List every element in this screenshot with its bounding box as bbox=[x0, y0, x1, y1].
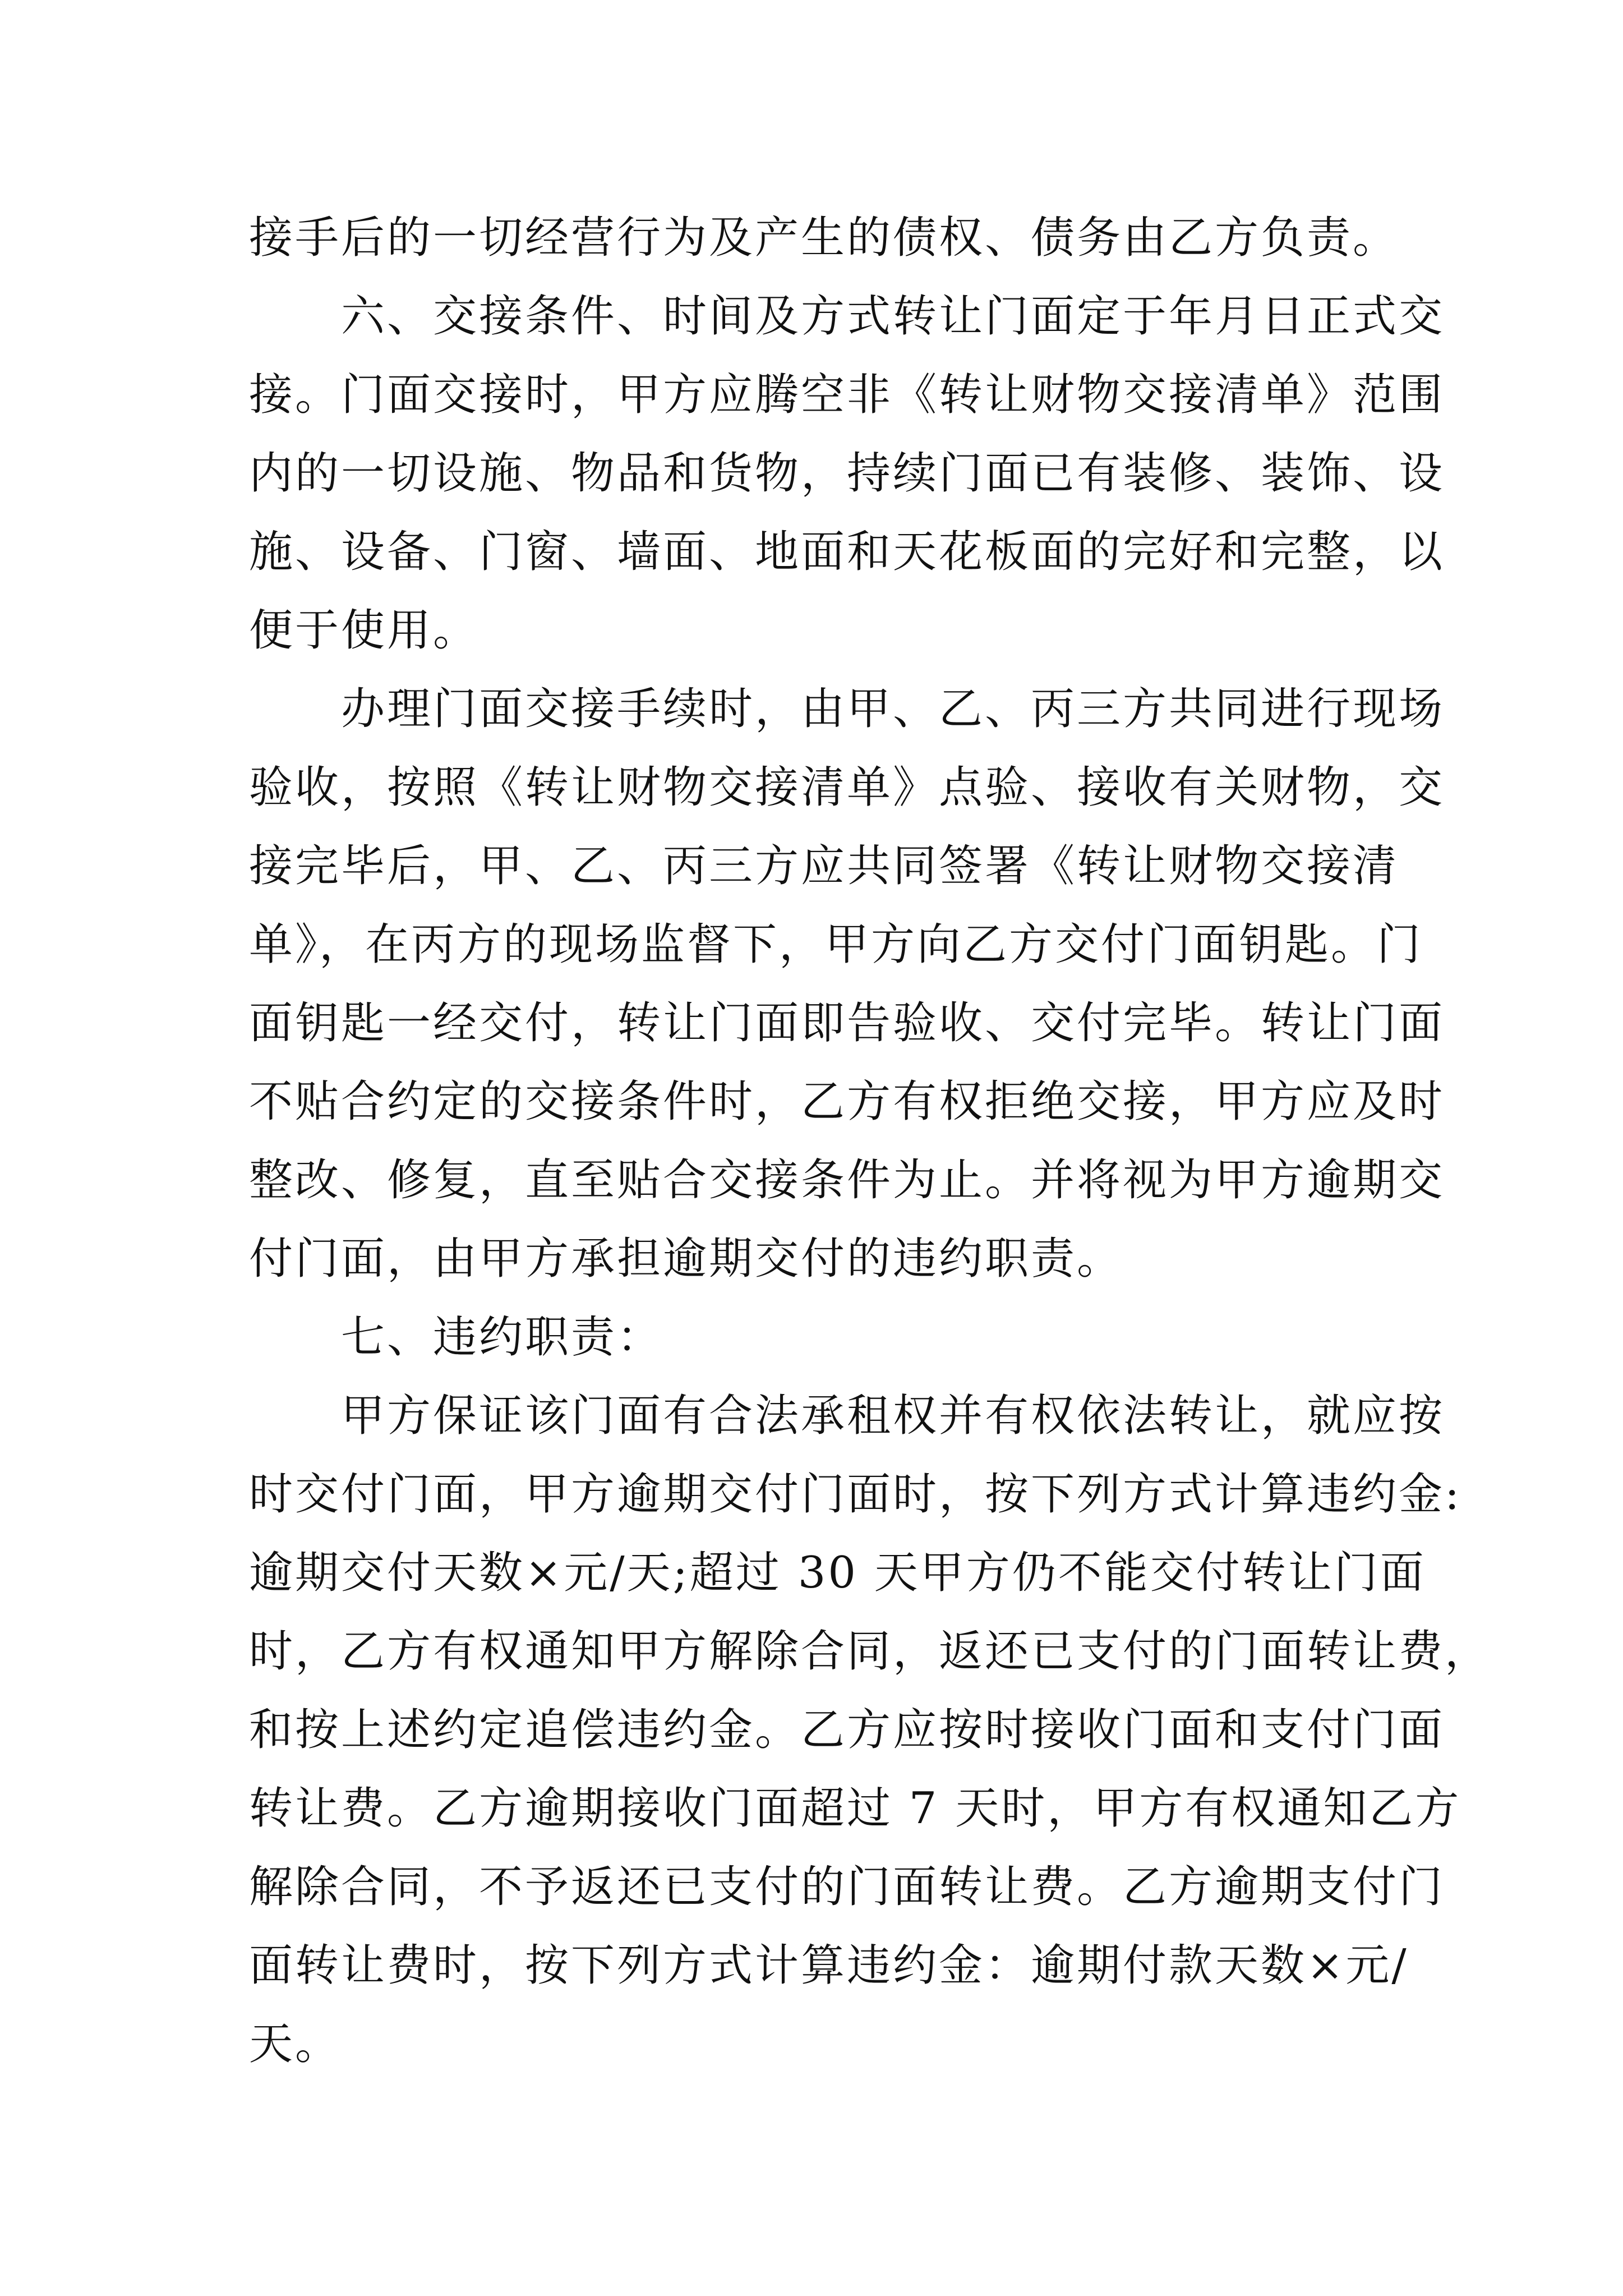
text-line: 六、交接条件、时间及方式转让门面定于年月日正式交 bbox=[249, 291, 1445, 342]
text-line: 甲方保证该门面有合法承租权并有权依法转让，就应按 bbox=[249, 1391, 1445, 1441]
text-line: 和按上述约定追偿违约金。乙方应按时接收门面和支付门面 bbox=[249, 1705, 1445, 1755]
text-line: 便于使用。 bbox=[249, 605, 479, 656]
text-line: 付门面，由甲方承担逾期交付的违约职责。 bbox=[249, 1234, 1123, 1284]
text-line: 转让费。乙方逾期接收门面超过 7 天时，甲方有权通知乙方 bbox=[249, 1783, 1461, 1834]
text-line: 解除合同，不予返还已支付的门面转让费。乙方逾期支付门 bbox=[249, 1862, 1445, 1912]
text-line: 接手后的一切经营行为及产生的债权、债务由乙方负责。 bbox=[249, 213, 1399, 263]
text-line: 单》，在丙方的现场监督下，甲方向乙方交付门面钥匙。门 bbox=[249, 919, 1423, 970]
text-line: 施、设备、门窗、墙面、地面和天花板面的完好和完整，以 bbox=[249, 527, 1445, 577]
text-line: 接完毕后，甲、乙、丙三方应共同签署《转让财物交接清 bbox=[249, 841, 1399, 891]
text-line: 办理门面交接手续时，由甲、乙、丙三方共同进行现场 bbox=[249, 684, 1445, 734]
text-line: 验收，按照《转让财物交接清单》点验、接收有关财物，交 bbox=[249, 762, 1445, 813]
text-line: 时，乙方有权通知甲方解除合同，返还已支付的门面转让费， bbox=[249, 1626, 1491, 1677]
text-line: 七、违约职责： bbox=[249, 1312, 663, 1363]
text-line: 天。 bbox=[249, 2019, 342, 2069]
text-line: 接。门面交接时，甲方应腾空非《转让财物交接清单》范围 bbox=[249, 370, 1445, 420]
text-line: 内的一切设施、物品和货物，持续门面已有装修、装饰、设 bbox=[249, 448, 1445, 499]
text-line: 时交付门面，甲方逾期交付门面时，按下列方式计算违约金: bbox=[249, 1469, 1462, 1520]
text-line: 逾期交付天数×元/天;超过 30 天甲方仍不能交付转让门面 bbox=[249, 1548, 1426, 1598]
text-line: 面钥匙一经交付，转让门面即告验收、交付完毕。转让门面 bbox=[249, 998, 1445, 1048]
text-line: 不贴合约定的交接条件时，乙方有权拒绝交接，甲方应及时 bbox=[249, 1076, 1445, 1127]
text-line: 面转让费时，按下列方式计算违约金：逾期付款天数×元/ bbox=[249, 1940, 1409, 1991]
document-body bbox=[249, 199, 1491, 2083]
text-line: 整改、修复，直至贴合交接条件为止。并将视为甲方逾期交 bbox=[249, 1155, 1445, 1205]
